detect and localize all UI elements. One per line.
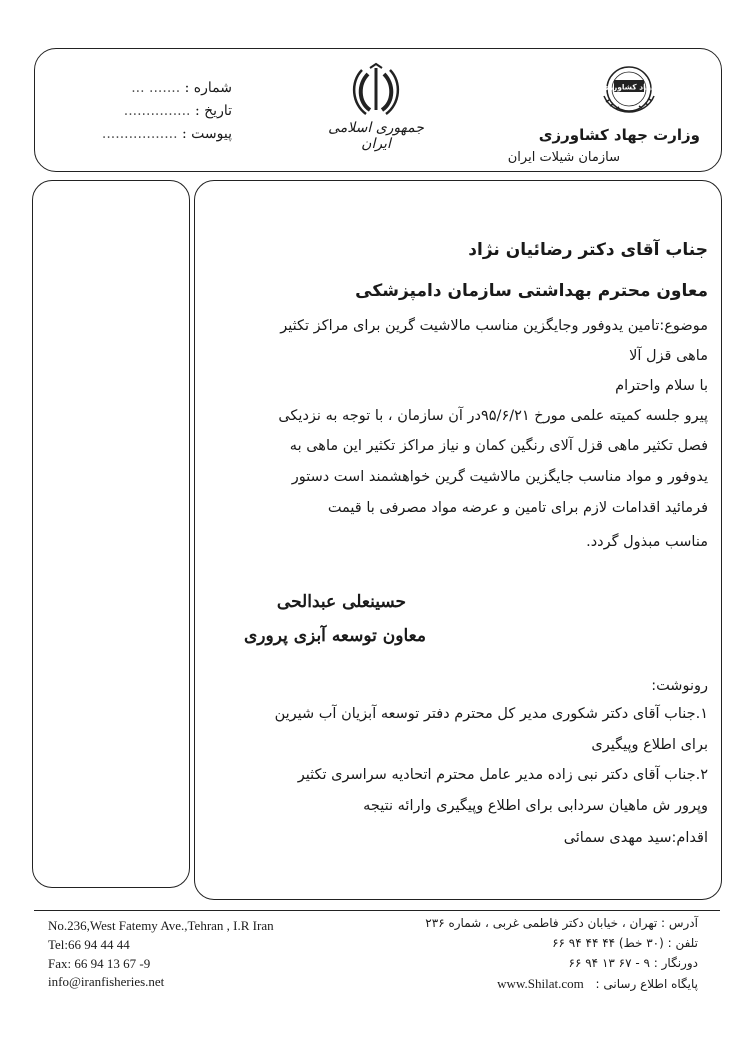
footer-fax-en: Fax: 66 94 13 67 -9 bbox=[48, 956, 151, 971]
attachment-value: ................. bbox=[101, 126, 178, 142]
footer-email: info@iranfisheries.net bbox=[48, 974, 165, 989]
ministry-name: وزارت جهاد کشاورزی bbox=[538, 126, 700, 144]
action-officer: اقدام:سید مهدی سمائی bbox=[563, 830, 708, 846]
organization-name: سازمان شیلات ایران bbox=[507, 150, 620, 165]
jihad-keshavarzi-logo bbox=[594, 64, 664, 114]
number-value: ....... ... bbox=[131, 80, 181, 96]
footer-tel-en: Tel:66 94 44 44 bbox=[48, 937, 130, 952]
subject-line: موضوع:تامین یدوفور وجایگزین مناسب مالاشیت گرین برای مراکز تکثیر bbox=[280, 318, 708, 334]
footer-address-en: No.236,West Fatemy Ave.,Tehran , I.R Iran bbox=[48, 918, 274, 933]
attachment-label: پیوست : bbox=[182, 126, 232, 142]
signatory-title: معاون توسعه آبزی پروری bbox=[244, 626, 426, 646]
cc-line: ۱.جناب آقای دکتر شکوری مدیر کل محترم دفتر توسعه آبزیان آب شیرین bbox=[274, 706, 708, 722]
recipient-name: جناب آقای دکتر رضائیان نژاد bbox=[468, 240, 708, 260]
body-line: فرمائید اقدامات لازم برای تامین و عرضه مواد مصرفی با قیمت bbox=[327, 500, 708, 516]
cc-line: وپرور ش ماهیان سردابی برای اطلاع وپیگیری وارائه نتیجه bbox=[363, 798, 708, 814]
recipient-title: معاون محترم بهداشتی سازمان دامپزشکی bbox=[355, 281, 708, 301]
date-field bbox=[62, 103, 232, 119]
body-line: یدوفور و مواد مناسب جایگزین مالاشیت گرین خواهشمند است دستور bbox=[291, 469, 708, 485]
body-line: مناسب مبذول گردد. bbox=[586, 534, 708, 550]
footer-website-link[interactable]: www.Shilat.com bbox=[497, 976, 584, 991]
footer-address-fa: آدرس : تهران ، خیابان دکتر فاطمی غربی ، شماره ۲۳۶ bbox=[425, 916, 698, 930]
footer-fax-fa: دورنگار : ۹ - ۶۷ ۱۳ ۹۴ ۶۶ bbox=[568, 956, 698, 970]
footer-website-label: پایگاه اطلاع رسانی : bbox=[595, 977, 698, 991]
attachment-field bbox=[62, 126, 232, 142]
cc-line: ۲.جناب آقای دکتر نبی زاده مدیر عامل محترم اتحادیه سراسری تکثیر bbox=[297, 767, 708, 783]
footer-tel-fa: تلفن : (۳۰ خط) ۴۴ ۴۴ ۹۴ ۶۶ bbox=[552, 936, 698, 950]
date-label: تاریخ : bbox=[194, 103, 232, 119]
republic-caption: جمهوری اسلامی ایران bbox=[328, 120, 424, 152]
subject-line: ماهی قزل آلا bbox=[629, 348, 708, 364]
footer-website-row bbox=[497, 976, 698, 992]
cc-label: رونوشت: bbox=[651, 678, 708, 694]
cc-line: برای اطلاع وپیگیری bbox=[591, 737, 708, 753]
body-line: فصل تکثیر ماهی قزل آلای رنگین کمان و نیاز مراکز تکثیر این ماهی به bbox=[289, 438, 708, 454]
side-margin-frame bbox=[32, 180, 190, 888]
signatory-name: حسینعلی عبدالحی bbox=[276, 592, 406, 612]
logo-text: جهاد کشاورزی bbox=[601, 82, 657, 92]
number-field bbox=[62, 80, 232, 96]
number-label: شماره : bbox=[184, 80, 232, 96]
body-line: پیرو جلسه کمیته علمی مورخ ۹۵/۶/۲۱در آن سازمان ، با توجه به نزدیکی bbox=[278, 408, 708, 424]
iran-emblem-icon bbox=[348, 62, 404, 118]
greeting: با سلام واحترام bbox=[615, 378, 708, 394]
date-value: ............... bbox=[123, 103, 191, 119]
